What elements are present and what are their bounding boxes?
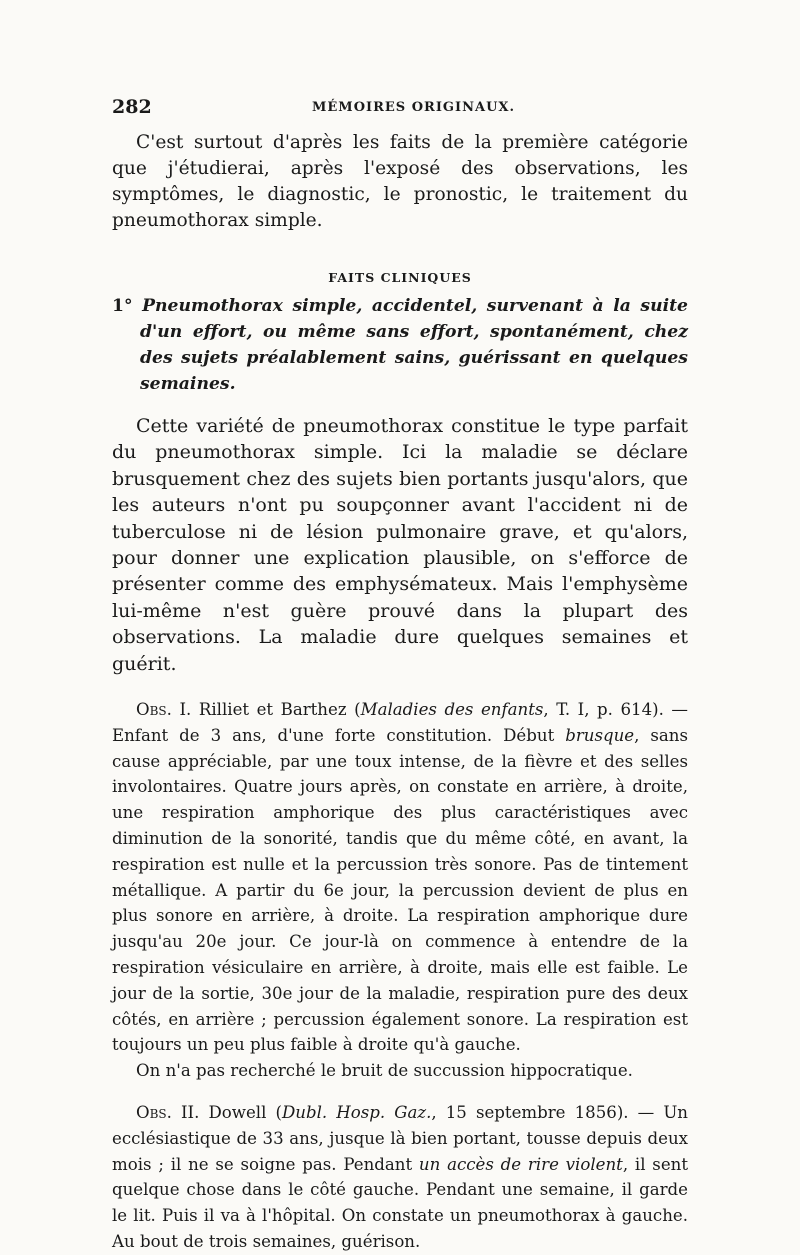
obs-label: Obs. I. [136, 700, 192, 720]
case-title-text: Pneumothorax simple, accidentel, survenant à la suite d'un effort, ou même sans effort, spontanément, chez des sujets préalablement sains, guérissant en quelques semaines. [140, 296, 688, 394]
lead-paragraph: Cette variété de pneumothorax constitue le type parfait du pneumothorax simple. Ici la maladie se déclare brusquement chez des sujets bien portants jusqu'alors, que les auteurs n'ont pu soupçonner avant l'accident ni de tuberculose ni de lésion pulmonaire grave, et qu'alors, pour donner une explication plausible, on s'efforce de présenter comme des emphysémateux. Mais l'emphysème lui-même n'est guère prouvé dans la plupart des observations. La maladie dure quelques semaines et guérit. [112, 415, 688, 675]
case-title [112, 293, 688, 397]
observation-1-note: On n'a pas recherché le bruit de succussion hippocratique. [136, 1061, 633, 1081]
obs-text: , 15 septembre 1856). — Un ecclésiastique de 33 ans, jusque là bien portant, tousse depuis deux mois ; il ne se soigne pas. Pendant [112, 1103, 688, 1174]
obs-authors: Dowell ( [208, 1103, 282, 1123]
case-number: 1° [112, 296, 133, 316]
intro-paragraph: C'est surtout d'après les faits de la première catégorie que j'étudierai, après l'exposé des observations, les symptômes, le diagnostic, le pronostic, le traitement du pneumothorax simple. [112, 132, 688, 231]
page-number: 282 [112, 96, 152, 118]
observation-1 [112, 697, 688, 1058]
obs-label: Obs. II. [136, 1103, 200, 1123]
running-title: MÉMOIRES ORIGINAUX. [312, 100, 516, 115]
page-header [112, 96, 688, 120]
obs-text: , sans cause appréciable, par une toux intense, de la fièvre et des selles involontaires. Quatre jours après, on constate en arrière, à droite, une respiration amphorique des plus caractéristiques avec diminution de la sonorité, tandis que du même côté, en avant, la respiration est nulle et la percussion très sonore. Pas de tintement métallique. A partir du 6e jour, la percussion devient de plus en plus sonore en arrière, à droite. La respiration amphorique dure jusqu'au 20e jour. Ce jour-là on commence à entendre de la respiration vésiculaire en arrière, à droite, mais elle est faible. Le jour de la sortie, 30e jour de la maladie, respiration pure des deux côtés, en arrière ; percussion également sonore. La respiration est toujours un peu plus faible à droite qu'à gauche. [112, 725, 688, 1055]
obs-source: Maladies des enfants [360, 700, 544, 720]
obs-source: Dubl. Hosp. Gaz. [281, 1103, 432, 1123]
obs-ref: , T. I, p. 614). — Enfant de 3 ans, d'une forte constitution. Début [112, 700, 689, 745]
section-heading: FAITS CLINIQUES [328, 270, 472, 285]
obs-italic-phrase: un accès de rire violent [418, 1154, 623, 1174]
observation-2 [112, 1100, 688, 1255]
obs-authors: Rilliet et Barthez ( [198, 700, 361, 720]
obs-text-end: , il sent quelque chose dans le côté gauche. Pendant une semaine, il garde le lit. Puis il va à l'hôpital. On constate un pneumothorax à gauche. Au bout de trois semaines, guérison. [112, 1154, 688, 1251]
book-page [112, 96, 688, 1255]
obs-word-brusque: brusque [565, 725, 635, 745]
